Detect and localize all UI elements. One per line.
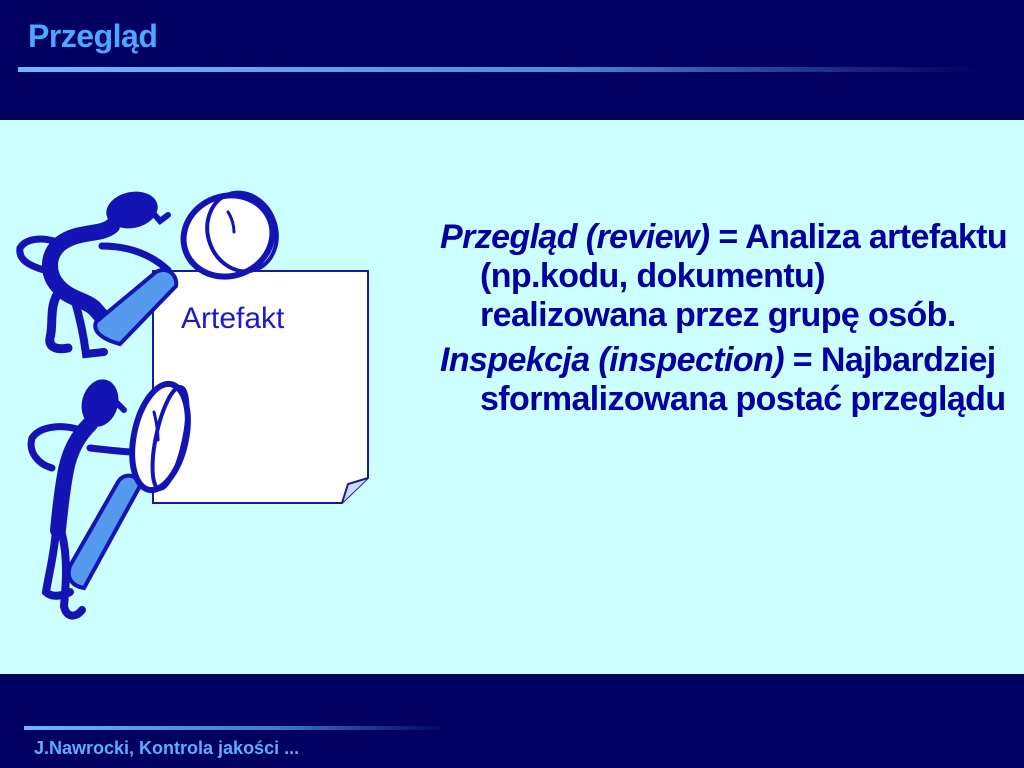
definitions-list — [440, 218, 1010, 425]
review-illustration — [0, 165, 400, 635]
term-inspection-close-paren: ) — [773, 341, 784, 379]
definition-review-text: = Analiza artefaktu (np.kodu, dokumentu) realizowana przez grupę osób. — [480, 218, 1008, 334]
term-review-close-paren: ) — [698, 218, 710, 256]
term-inspection: Inspekcja — [440, 341, 590, 379]
term-review-open-paren: ( — [576, 218, 597, 256]
definition-inspection — [440, 341, 1010, 419]
definition-review — [440, 218, 1010, 335]
artefakt-document — [153, 271, 368, 503]
slide-title: Przegląd — [28, 18, 158, 54]
artefakt-label: Artefakt — [181, 302, 285, 335]
definition-inspection-text: = Najbardziej sformalizowana postać przeglądu — [480, 341, 1006, 418]
term-review: Przegląd — [440, 218, 577, 256]
slide-header — [0, 0, 1024, 120]
term-inspection-english: inspection — [609, 341, 774, 379]
term-review-english: review — [596, 218, 699, 256]
slide-footer — [0, 674, 1024, 768]
term-inspection-open-paren: ( — [589, 341, 610, 379]
footer-author: J.Nawrocki, Kontrola jakości ... — [34, 738, 300, 758]
footer-divider — [24, 726, 449, 730]
header-divider — [18, 67, 983, 72]
